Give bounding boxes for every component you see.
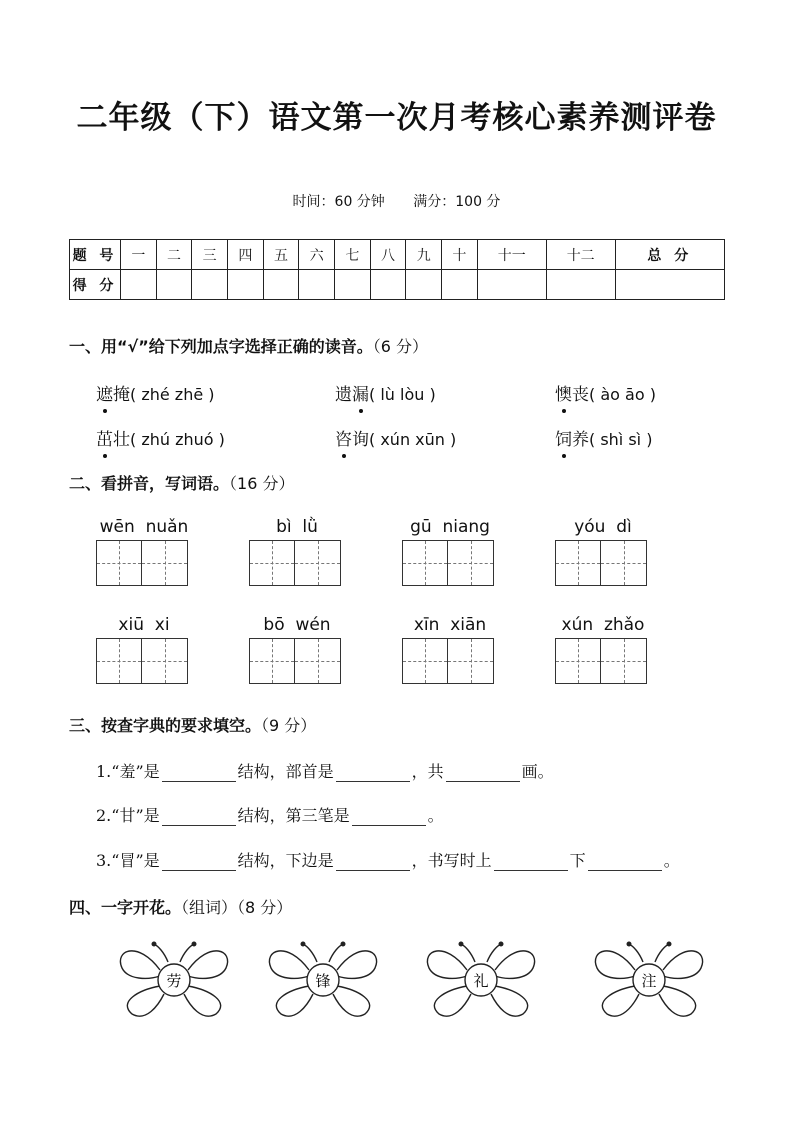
dotted-char: 漏 (352, 380, 369, 405)
answer-blank[interactable] (162, 854, 236, 871)
score-col: 三 (192, 240, 228, 270)
fill-line-2 (96, 803, 444, 826)
writing-cell[interactable] (97, 541, 142, 585)
writing-cell[interactable] (601, 541, 646, 585)
score-col: 十一 (477, 240, 546, 270)
char: 询 (352, 430, 369, 450)
reading-item[interactable] (335, 425, 456, 450)
writing-grid[interactable] (555, 638, 647, 684)
petal-outline (303, 944, 317, 962)
flower-char: 礼 (473, 972, 489, 990)
petal-outline (602, 986, 639, 1016)
section-2-title: 二、看拼音，写词语。 (69, 474, 230, 493)
pinyin-label: xiū xi (118, 615, 170, 635)
fill-text: 1.“羞”是 (96, 762, 160, 781)
dotted-char: 懊 (555, 380, 572, 405)
pinyin-label: xīn xiān (413, 615, 487, 635)
pinyin-label: xún zhǎo (561, 615, 645, 635)
answer-blank[interactable] (336, 765, 410, 782)
fill-line-1 (96, 759, 554, 782)
dotted-char: 茁 (96, 425, 113, 450)
pinyin-label: yóu dì (574, 517, 632, 537)
writing-cell[interactable] (448, 639, 493, 683)
reading-options: ( ào āo ) (589, 385, 656, 404)
writing-cell[interactable] (448, 541, 493, 585)
word-flower[interactable] (267, 940, 379, 1020)
score-col: 四 (228, 240, 264, 270)
section-4-title: 四、一字开花。 (69, 898, 182, 917)
writing-cell[interactable] (403, 541, 448, 585)
writing-grid[interactable] (402, 540, 494, 586)
petal-outline (120, 951, 160, 979)
word-flower[interactable] (425, 940, 537, 1020)
reading-options: ( zhé zhē ) (130, 385, 215, 404)
score-cell[interactable] (121, 270, 157, 300)
writing-grid[interactable] (402, 638, 494, 684)
score-cell[interactable] (335, 270, 371, 300)
fill-text: 。 (427, 806, 444, 825)
section-4-subtitle: （组词）（8 分） (181, 898, 293, 917)
antenna-dot (152, 942, 157, 947)
score-col: 七 (335, 240, 371, 270)
char: 掩 (113, 385, 130, 405)
fill-text: 结构，第三笔是 (237, 806, 350, 825)
answer-blank[interactable] (162, 809, 236, 826)
char: 壮 (113, 430, 130, 450)
petal-outline (337, 951, 377, 979)
antenna-dot (627, 942, 632, 947)
score-col: 十二 (546, 240, 615, 270)
score-col: 十 (442, 240, 478, 270)
fill-text: 画。 (521, 762, 554, 781)
petal-outline (487, 944, 501, 962)
writing-grid[interactable] (555, 540, 647, 586)
section-1-title: 一、用“√”给下列加点字选择正确的读音。 (69, 337, 373, 356)
pinyin-label: wēn nuǎn (99, 517, 189, 537)
char: 养 (572, 430, 589, 450)
reading-item[interactable] (96, 425, 225, 450)
section-2-heading (69, 471, 294, 494)
dotted-char: 饲 (555, 425, 572, 450)
writing-grid[interactable] (96, 638, 188, 684)
section-2-points: （16 分） (229, 474, 295, 493)
section-4-heading (69, 895, 292, 918)
section-1-heading (69, 334, 428, 357)
answer-blank[interactable] (162, 765, 236, 782)
petal-outline (154, 944, 168, 962)
writing-cell[interactable] (556, 541, 601, 585)
reading-item[interactable] (555, 380, 656, 405)
petal-outline (333, 986, 370, 1016)
petal-outline (629, 944, 643, 962)
writing-cell[interactable] (601, 639, 646, 683)
writing-cell[interactable] (403, 639, 448, 683)
petal-outline (180, 944, 194, 962)
score-cell[interactable] (442, 270, 478, 300)
score-cell[interactable] (263, 270, 299, 300)
dotted-char: 咨 (335, 425, 352, 450)
char: 遗 (335, 385, 352, 405)
score-cell[interactable] (228, 270, 264, 300)
petal-outline (659, 986, 696, 1016)
writing-cell[interactable] (250, 541, 295, 585)
petal-outline (595, 951, 635, 979)
section-3-title: 三、按查字典的要求填空。 (69, 716, 262, 735)
section-1-points: （6 分） (372, 337, 428, 356)
reading-options: ( shì sì ) (589, 430, 653, 449)
score-cell[interactable] (370, 270, 406, 300)
petal-outline (655, 944, 669, 962)
petal-outline (127, 986, 164, 1016)
answer-blank[interactable] (336, 854, 410, 871)
exam-full-score: 满分：100 分 (413, 194, 501, 210)
answer-blank[interactable] (494, 854, 568, 871)
score-row-label: 得 分 (70, 270, 121, 300)
score-cell[interactable] (299, 270, 335, 300)
petal-outline (188, 951, 228, 979)
petal-outline (461, 944, 475, 962)
petal-outline (269, 951, 309, 979)
section-3-points: （9 分） (261, 716, 317, 735)
writing-cell[interactable] (295, 541, 340, 585)
score-table (69, 239, 725, 300)
pinyin-label: bì lǜ (276, 517, 318, 537)
petal-outline (276, 986, 313, 1016)
antenna-dot (301, 942, 306, 947)
antenna-dot (499, 942, 504, 947)
antenna-dot (192, 942, 197, 947)
score-col: 六 (299, 240, 335, 270)
writing-cell[interactable] (142, 639, 187, 683)
flower-char: 劳 (166, 972, 182, 990)
pinyin-label: bō wén (263, 615, 331, 635)
answer-blank[interactable] (588, 854, 662, 871)
writing-cell[interactable] (142, 541, 187, 585)
score-col: 一 (121, 240, 157, 270)
writing-grid[interactable] (249, 638, 341, 684)
fill-text: 结构，部首是 (237, 762, 334, 781)
writing-grid[interactable] (249, 540, 341, 586)
score-col: 九 (406, 240, 442, 270)
fill-text: ，共 (411, 762, 444, 781)
writing-cell[interactable] (97, 639, 142, 683)
word-flower[interactable] (118, 940, 230, 1020)
writing-grid[interactable] (96, 540, 188, 586)
writing-cell[interactable] (250, 639, 295, 683)
score-cell[interactable] (192, 270, 228, 300)
score-row-label: 题 号 (70, 240, 121, 270)
fill-text: 3.“冒”是 (96, 851, 160, 870)
petal-outline (427, 951, 467, 979)
flower-char: 锋 (315, 972, 331, 990)
dotted-char: 遮 (96, 380, 113, 405)
score-cell[interactable] (546, 270, 615, 300)
petal-outline (184, 986, 221, 1016)
writing-cell[interactable] (295, 639, 340, 683)
score-col-total: 总 分 (615, 240, 724, 270)
answer-blank[interactable] (352, 809, 426, 826)
page-title: 二年级（下）语文第一次月考核心素养测评卷 (76, 100, 717, 136)
reading-item[interactable] (335, 380, 436, 405)
petal-outline (329, 944, 343, 962)
fill-text: 2.“甘”是 (96, 806, 160, 825)
petal-outline (491, 986, 528, 1016)
exam-time: 时间：60 分钟 (292, 194, 385, 210)
score-col: 八 (370, 240, 406, 270)
petal-outline (663, 951, 703, 979)
fill-text: 结构，下边是 (237, 851, 334, 870)
reading-options: ( zhú zhuó ) (130, 430, 225, 449)
fill-line-3 (96, 848, 680, 871)
pinyin-label: gū niang (410, 517, 490, 537)
section-3-heading (69, 713, 316, 736)
reading-options: ( xún xūn ) (369, 430, 457, 449)
petal-outline (434, 986, 471, 1016)
score-cell[interactable] (615, 270, 724, 300)
reading-options: ( lù lòu ) (369, 385, 436, 404)
answer-blank[interactable] (446, 765, 520, 782)
reading-item[interactable] (96, 380, 215, 405)
antenna-dot (667, 942, 672, 947)
score-cell[interactable] (477, 270, 546, 300)
score-cell[interactable] (156, 270, 192, 300)
petal-outline (495, 951, 535, 979)
word-flower[interactable] (593, 940, 705, 1020)
char: 丧 (572, 385, 589, 405)
exam-meta (0, 191, 793, 211)
fill-text: 。 (663, 851, 680, 870)
score-col: 二 (156, 240, 192, 270)
score-table-header-row (70, 240, 725, 270)
antenna-dot (341, 942, 346, 947)
fill-text: ，书写时上 (411, 851, 492, 870)
score-table-score-row (70, 270, 725, 300)
antenna-dot (459, 942, 464, 947)
score-col: 五 (263, 240, 299, 270)
score-cell[interactable] (406, 270, 442, 300)
reading-item[interactable] (555, 425, 652, 450)
writing-cell[interactable] (556, 639, 601, 683)
fill-text: 下 (569, 851, 586, 870)
flower-char: 注 (641, 972, 657, 990)
